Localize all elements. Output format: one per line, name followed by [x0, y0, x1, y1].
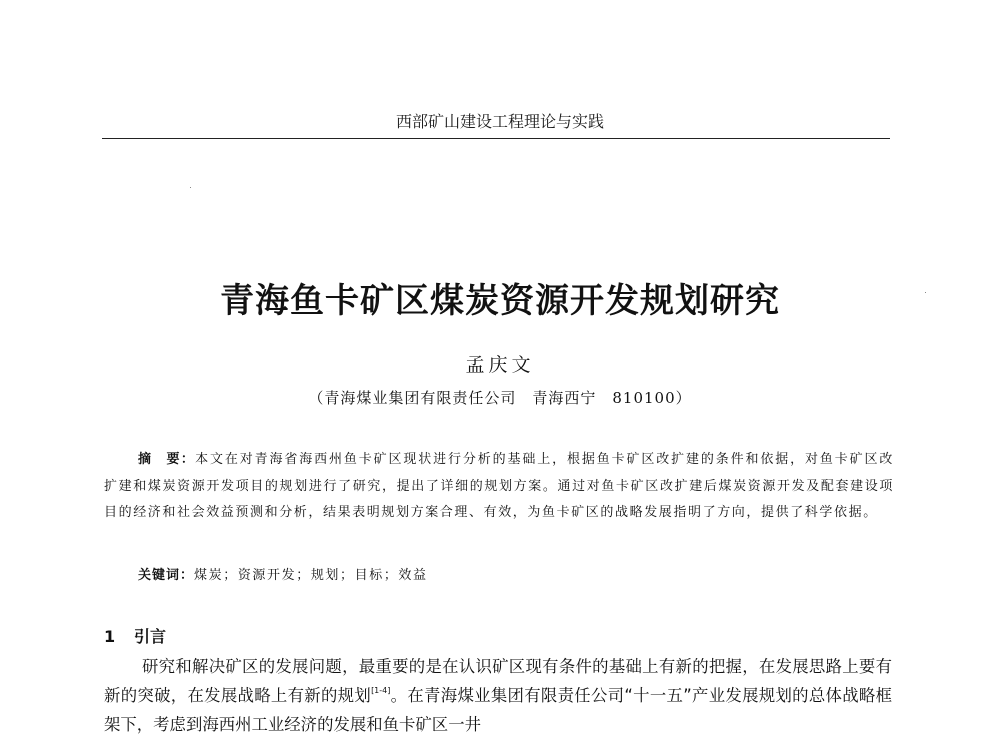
- running-header: 西部矿山建设工程理论与实践: [395, 112, 604, 131]
- abstract: [104, 447, 894, 527]
- section-title: 引言: [134, 627, 167, 646]
- keywords-text: 煤炭；资源开发；规划；目标；效益: [194, 568, 428, 583]
- header-rule: [102, 138, 890, 139]
- body-text-part2: 。在青海煤业集团有限责任公司“十一五”产业发展规划的总体战略框架下，考虑到海西州工业经济的发展和鱼卡矿区一井: [104, 686, 893, 734]
- keywords-label: 关键词：: [138, 568, 195, 583]
- keywords: [138, 566, 888, 586]
- citation-marker: [1-4]: [371, 686, 391, 695]
- author-affiliation: （青海煤业集团有限责任公司 青海西宁 810100）: [308, 389, 692, 407]
- body-paragraph: [104, 652, 892, 739]
- paper-title: 青海鱼卡矿区煤炭资源开发规划研究: [220, 281, 780, 321]
- abstract-label: 摘 要：: [138, 452, 196, 467]
- author-name: 孟庆文: [465, 354, 535, 376]
- section-number: 1: [104, 627, 116, 646]
- section-heading: [104, 624, 166, 647]
- body-text-part1: 研究和解决矿区的发展问题，最重要的是在认识矿区现有条件的基础上有新的把握，在发展思路上要有新的突破，在发展战略上有新的规划: [104, 657, 892, 705]
- scan-speck: [190, 187, 191, 188]
- abstract-text: 本文在对青海省海西州鱼卡矿区现状进行分析的基础上，根据鱼卡矿区改扩建的条件和依据，对鱼卡矿区改扩建和煤炭资源开发项目的规划进行了研究，提出了详细的规划方案。通过对鱼卡矿区改扩建后煤炭资源开发及配套建设项目的经济和社会效益预测和分析，结果表明规划方案合理、有效，为鱼卡矿区的战略发展指明了方向，提供了科学依据。: [104, 452, 894, 520]
